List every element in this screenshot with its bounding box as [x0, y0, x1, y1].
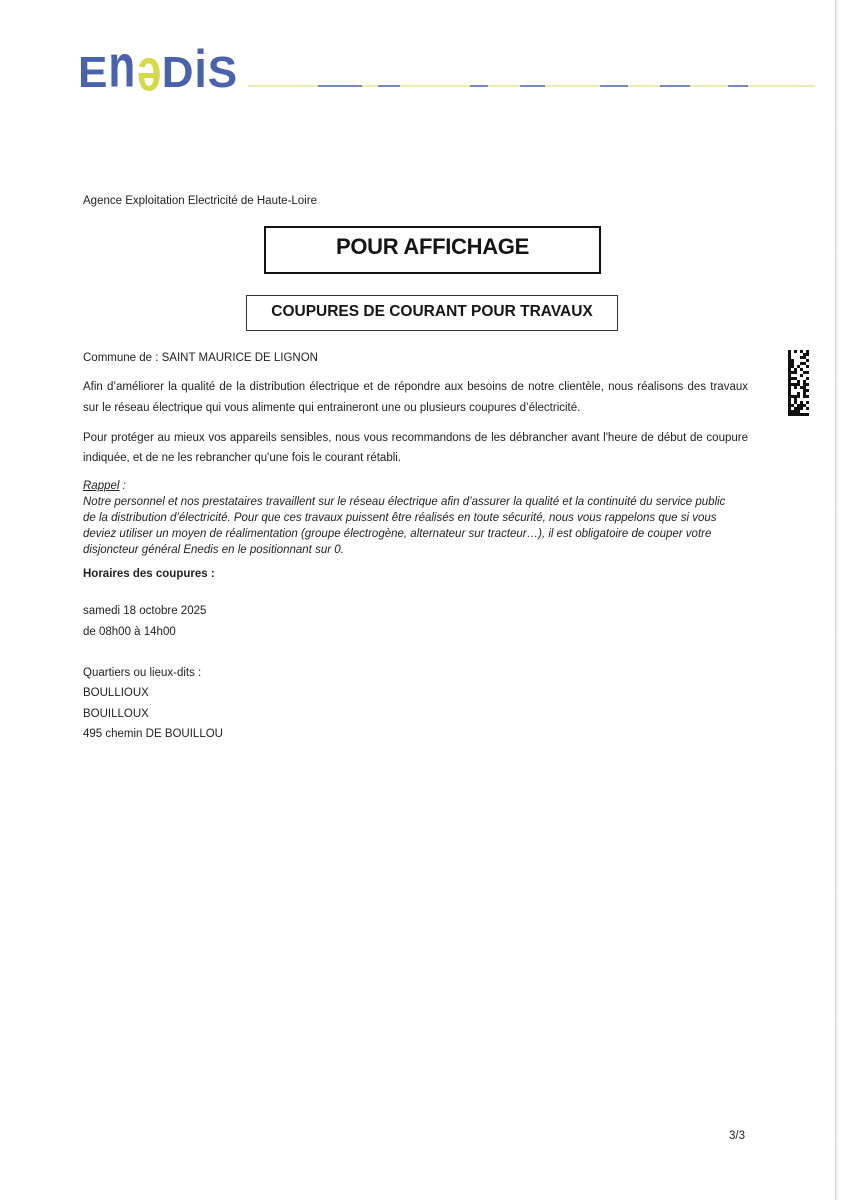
rappel-heading [83, 478, 126, 494]
paragraph-line: sur le réseau électrique qui vous alimente qui entraineront une ou plusieurs coupures d’électricité. [83, 402, 581, 414]
agency-name: Agence Exploitation Electricité de Haute-Loire [83, 195, 317, 207]
rappel-line: deviez utiliser un moyen de réalimentation (groupe électrogène, alternateur sur tracteur…), il est obligatoire de couper votre [83, 528, 712, 540]
locations-list [83, 683, 223, 745]
rappel-label: Rappel [83, 480, 120, 492]
schedule-heading: Horaires des coupures : [83, 568, 215, 580]
rappel-line: Notre personnel et nos prestataires travaillent sur le réseau électrique afin d’assurer la qualité et la continuité du service public [83, 496, 726, 508]
logo-letter: e [136, 44, 162, 113]
subtitle-box [246, 295, 618, 331]
schedule-time-range: de 08h00 à 14h00 [83, 626, 176, 638]
paragraph-line: Afin d’améliorer la qualité de la distribution électrique et de répondre aux besoins de notre clientèle, nous réalisons des travaux [83, 381, 748, 393]
datamatrix-barcode [788, 350, 809, 416]
location-item: BOULLIOUX [83, 687, 149, 699]
commune-label: Commune de : [83, 352, 159, 364]
paragraph-line: Pour protéger au mieux vos appareils sensibles, nous vous recommandons de les débrancher avant l'heure de début de coupure [83, 432, 748, 444]
rappel-line: de la distribution d’électricité. Pour que ces travaux puissent être réalisés en toute sécurité, nous vous rappelons que si vous [83, 512, 717, 524]
logo-letter: E [78, 48, 109, 97]
logo-letter: S [207, 48, 239, 97]
schedule-date: samedi 18 octobre 2025 [83, 605, 207, 617]
logo-letter: D [161, 48, 195, 97]
scan-edge-line [835, 0, 838, 1200]
paragraph-line: indiquée, et de ne les rebrancher qu'une fois le courant rétabli. [83, 452, 402, 464]
location-item: 495 chemin DE BOUILLOU [83, 728, 223, 740]
title-box [264, 226, 601, 274]
advice-paragraph [83, 428, 748, 468]
enedis-logo [78, 32, 239, 113]
intro-paragraph [83, 377, 748, 419]
commune-line [83, 350, 318, 366]
rappel-paragraph [83, 494, 748, 558]
header-brand-line [248, 85, 815, 87]
subtitle-text: COUPURES DE COURANT POUR TRAVAUX [271, 302, 593, 320]
rappel-separator: : [122, 480, 126, 492]
page-number: 3/3 [729, 1130, 745, 1142]
location-item: BOUILLOUX [83, 707, 149, 720]
logo-letter: i [194, 39, 208, 99]
rappel-line: disjoncteur général Enedis en le positionnant sur 0. [83, 544, 344, 556]
locations-label: Quartiers ou lieux-dits : [83, 667, 202, 679]
title-text: POUR AFFICHAGE [336, 234, 529, 259]
logo-letter: n [108, 32, 137, 101]
commune-value: SAINT MAURICE DE LIGNON [161, 352, 318, 364]
